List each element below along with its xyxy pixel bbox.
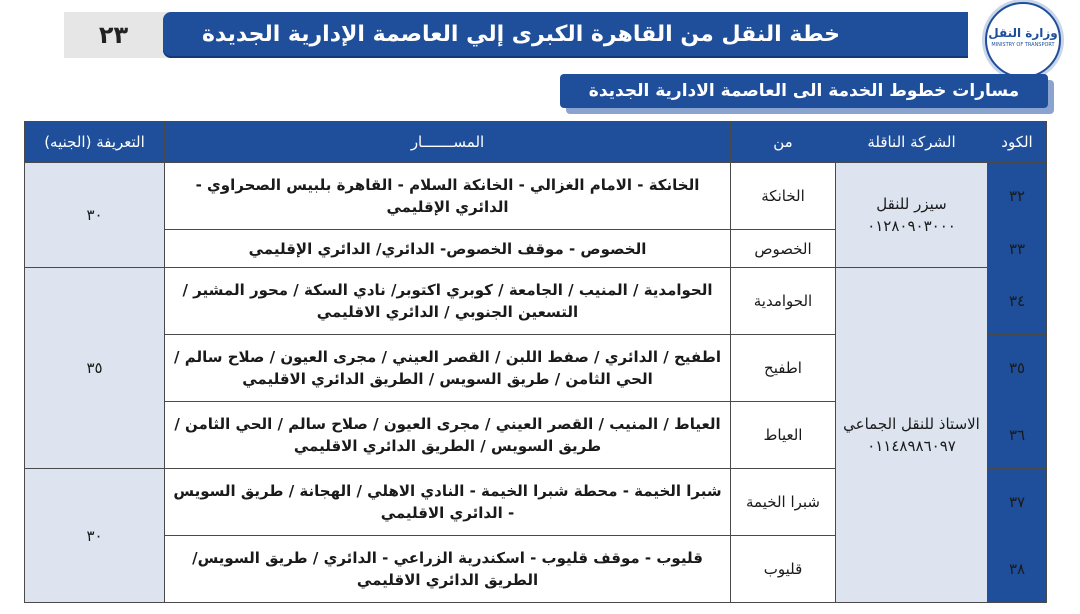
fare-cell: ٣٠ — [25, 163, 165, 268]
table-row — [25, 268, 1047, 335]
routes-table — [24, 121, 1047, 603]
logo-name: وزارة النقل — [988, 26, 1058, 40]
company-cell — [836, 268, 988, 603]
company-name: الاستاذ للنقل الجماعي — [843, 415, 980, 434]
header-company: الشركة الناقلة — [836, 122, 988, 163]
code-cell: ٣٤ — [988, 268, 1047, 335]
header-fare: التعريفة (الجنيه) — [25, 122, 165, 163]
table-header-row — [25, 122, 1047, 163]
code-cell: ٣٥ — [988, 335, 1047, 402]
route-cell: الحوامدية / المنيب / الجامعة / كوبري اكتوبر/ نادي السكة / محور المشير / التسعين الجنوبي / الدائري الاقليمي — [165, 268, 731, 335]
route-cell: قليوب - موقف قليوب - اسكندرية الزراعي - الدائري / طريق السويس/ الطريق الدائري الاقليمي — [165, 536, 731, 603]
from-cell: الحوامدية — [731, 268, 836, 335]
route-cell: الخانكة - الامام الغزالي - الخانكة السلام - القاهرة بلبيس الصحراوي - الدائري الإقليمي — [165, 163, 731, 230]
code-cell: ٣٣ — [988, 229, 1047, 267]
fare-cell: ٣٥ — [25, 268, 165, 469]
route-cell: اطفيح / الدائري / صفط اللبن / القصر العيني / مجرى العيون / صلاح سالم / الحي الثامن / طريق السويس / الطريق الدائري الاقليمي — [165, 335, 731, 402]
company-cell — [836, 163, 988, 268]
company-name: سيزر للنقل — [876, 195, 947, 214]
route-cell: الخصوص - موقف الخصوص- الدائري/ الدائري الإقليمي — [165, 229, 731, 267]
from-cell: اطفيح — [731, 335, 836, 402]
table-row — [25, 163, 1047, 230]
code-cell: ٣٧ — [988, 469, 1047, 536]
title-banner — [163, 12, 968, 58]
section-subtitle: مسارات خطوط الخدمة الى العاصمة الادارية الجديدة — [560, 74, 1048, 108]
code-cell: ٣٢ — [988, 163, 1047, 230]
from-cell: شبرا الخيمة — [731, 469, 836, 536]
header-code: الكود — [988, 122, 1047, 163]
page-number: ٢٣ — [98, 21, 129, 49]
from-cell: الخانكة — [731, 163, 836, 230]
company-phone: ٠١٢٨٠٩٠٣٠٠٠ — [867, 217, 956, 236]
ministry-logo — [985, 2, 1061, 78]
from-cell: قليوب — [731, 536, 836, 603]
code-cell: ٣٨ — [988, 536, 1047, 603]
fare-cell: ٣٠ — [25, 469, 165, 603]
from-cell: الخصوص — [731, 229, 836, 267]
company-phone: ٠١١٤٨٩٨٦٠٩٧ — [867, 437, 956, 456]
route-cell: شبرا الخيمة - محطة شبرا الخيمة - النادي الاهلي / الهجانة / طريق السويس - الدائري الاقليمي — [165, 469, 731, 536]
page-title: خطة النقل من القاهرة الكبرى إلي العاصمة الإدارية الجديدة — [201, 22, 840, 47]
logo-subtext: MINISTRY OF TRANSPORT — [991, 42, 1055, 48]
route-cell: العياط / المنيب / القصر العيني / مجرى العيون / صلاح سالم / الحي الثامن / طريق السويس / الطريق الدائري الاقليمي — [165, 402, 731, 469]
header-route: المســـــــار — [165, 122, 731, 163]
code-cell: ٣٦ — [988, 402, 1047, 469]
from-cell: العياط — [731, 402, 836, 469]
header-from: من — [731, 122, 836, 163]
